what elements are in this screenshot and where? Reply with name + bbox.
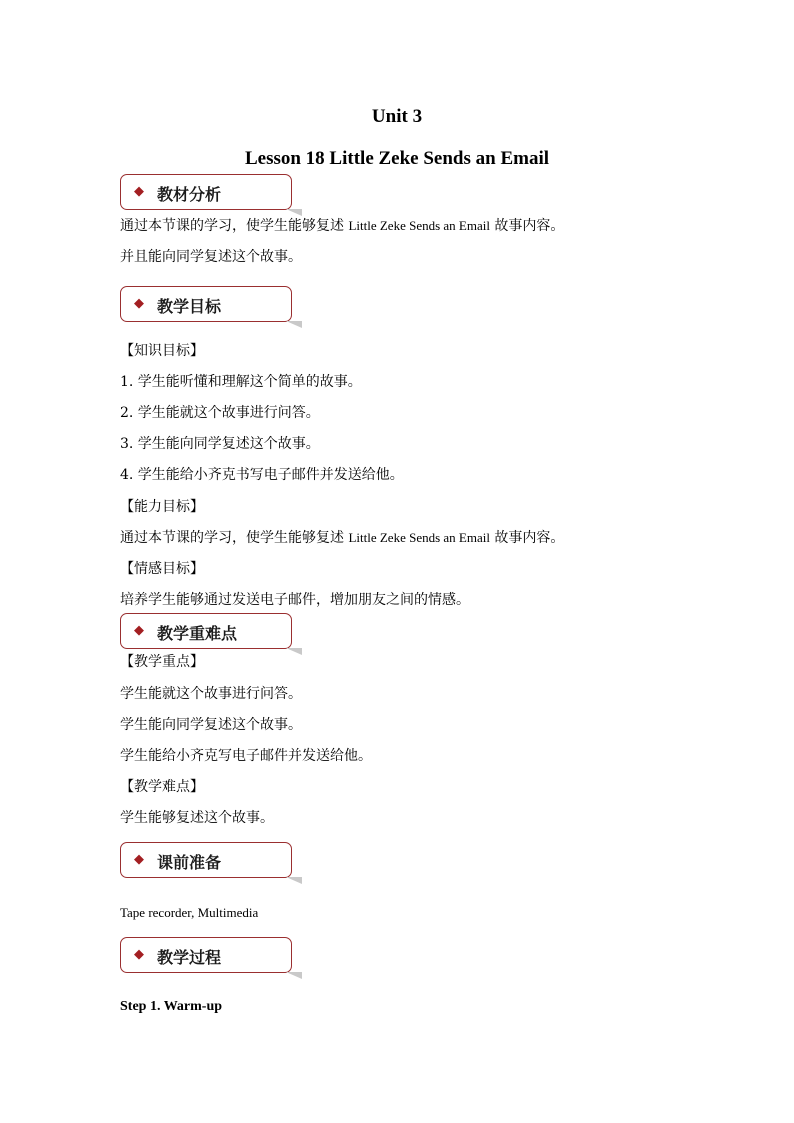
section-shadow <box>286 877 302 884</box>
diamond-icon: ◆ <box>134 184 144 199</box>
section-shadow <box>286 209 302 216</box>
step-1-heading: Step 1. Warm-up <box>120 999 223 1014</box>
analysis-line-2: 并且能向同学复述这个故事。 <box>120 249 302 265</box>
unit-title: Unit 3 <box>371 106 423 127</box>
section-header-preparation <box>120 842 292 878</box>
focus-heading: 【教学重点】 <box>120 654 204 670</box>
diamond-icon: ◆ <box>134 623 144 638</box>
emotion-text: 培养学生能够通过发送电子邮件，增加朋友之间的情感。 <box>120 592 470 608</box>
section-header-objectives <box>120 286 292 322</box>
section-label: 课前准备 <box>157 853 222 872</box>
difficulty-heading: 【教学难点】 <box>120 779 204 795</box>
ability-text: 通过本节课的学习，使学生能够复述 Little Zeke Sends an Email 故事内容。 <box>120 530 565 546</box>
list-item: 1. 学生能听懂和理解这个简单的故事。 <box>120 374 362 390</box>
diamond-icon: ◆ <box>134 852 144 867</box>
knowledge-heading: 【知识目标】 <box>120 343 204 359</box>
lesson-title: Lesson 18 Little Zeke Sends an Email <box>244 148 550 169</box>
section-label: 教材分析 <box>157 185 222 204</box>
list-item: 3. 学生能向同学复述这个故事。 <box>120 436 320 452</box>
difficulty-text: 学生能够复述这个故事。 <box>120 810 274 826</box>
section-label: 教学重难点 <box>157 624 238 643</box>
ability-heading: 【能力目标】 <box>120 499 204 515</box>
section-label: 教学目标 <box>157 297 222 316</box>
preparation-text: Tape recorder, Multimedia <box>120 905 259 920</box>
list-item: 学生能向同学复述这个故事。 <box>120 717 302 733</box>
emotion-heading: 【情感目标】 <box>120 561 204 577</box>
section-shadow <box>286 648 302 655</box>
section-shadow <box>286 972 302 979</box>
section-shadow <box>286 321 302 328</box>
list-item: 4. 学生能给小齐克书写电子邮件并发送给他。 <box>120 467 404 483</box>
diamond-icon: ◆ <box>134 947 144 962</box>
list-item: 2. 学生能就这个故事进行问答。 <box>120 405 320 421</box>
list-item: 学生能就这个故事进行问答。 <box>120 686 302 702</box>
section-header-process <box>120 937 292 973</box>
diamond-icon: ◆ <box>134 296 144 311</box>
section-header-analysis <box>120 174 292 210</box>
section-header-key-points <box>120 613 292 649</box>
list-item: 学生能给小齐克写电子邮件并发送给他。 <box>120 748 372 764</box>
analysis-line-1: 通过本节课的学习，使学生能够复述 Little Zeke Sends an Email 故事内容。 <box>120 218 565 234</box>
section-label: 教学过程 <box>157 948 222 967</box>
